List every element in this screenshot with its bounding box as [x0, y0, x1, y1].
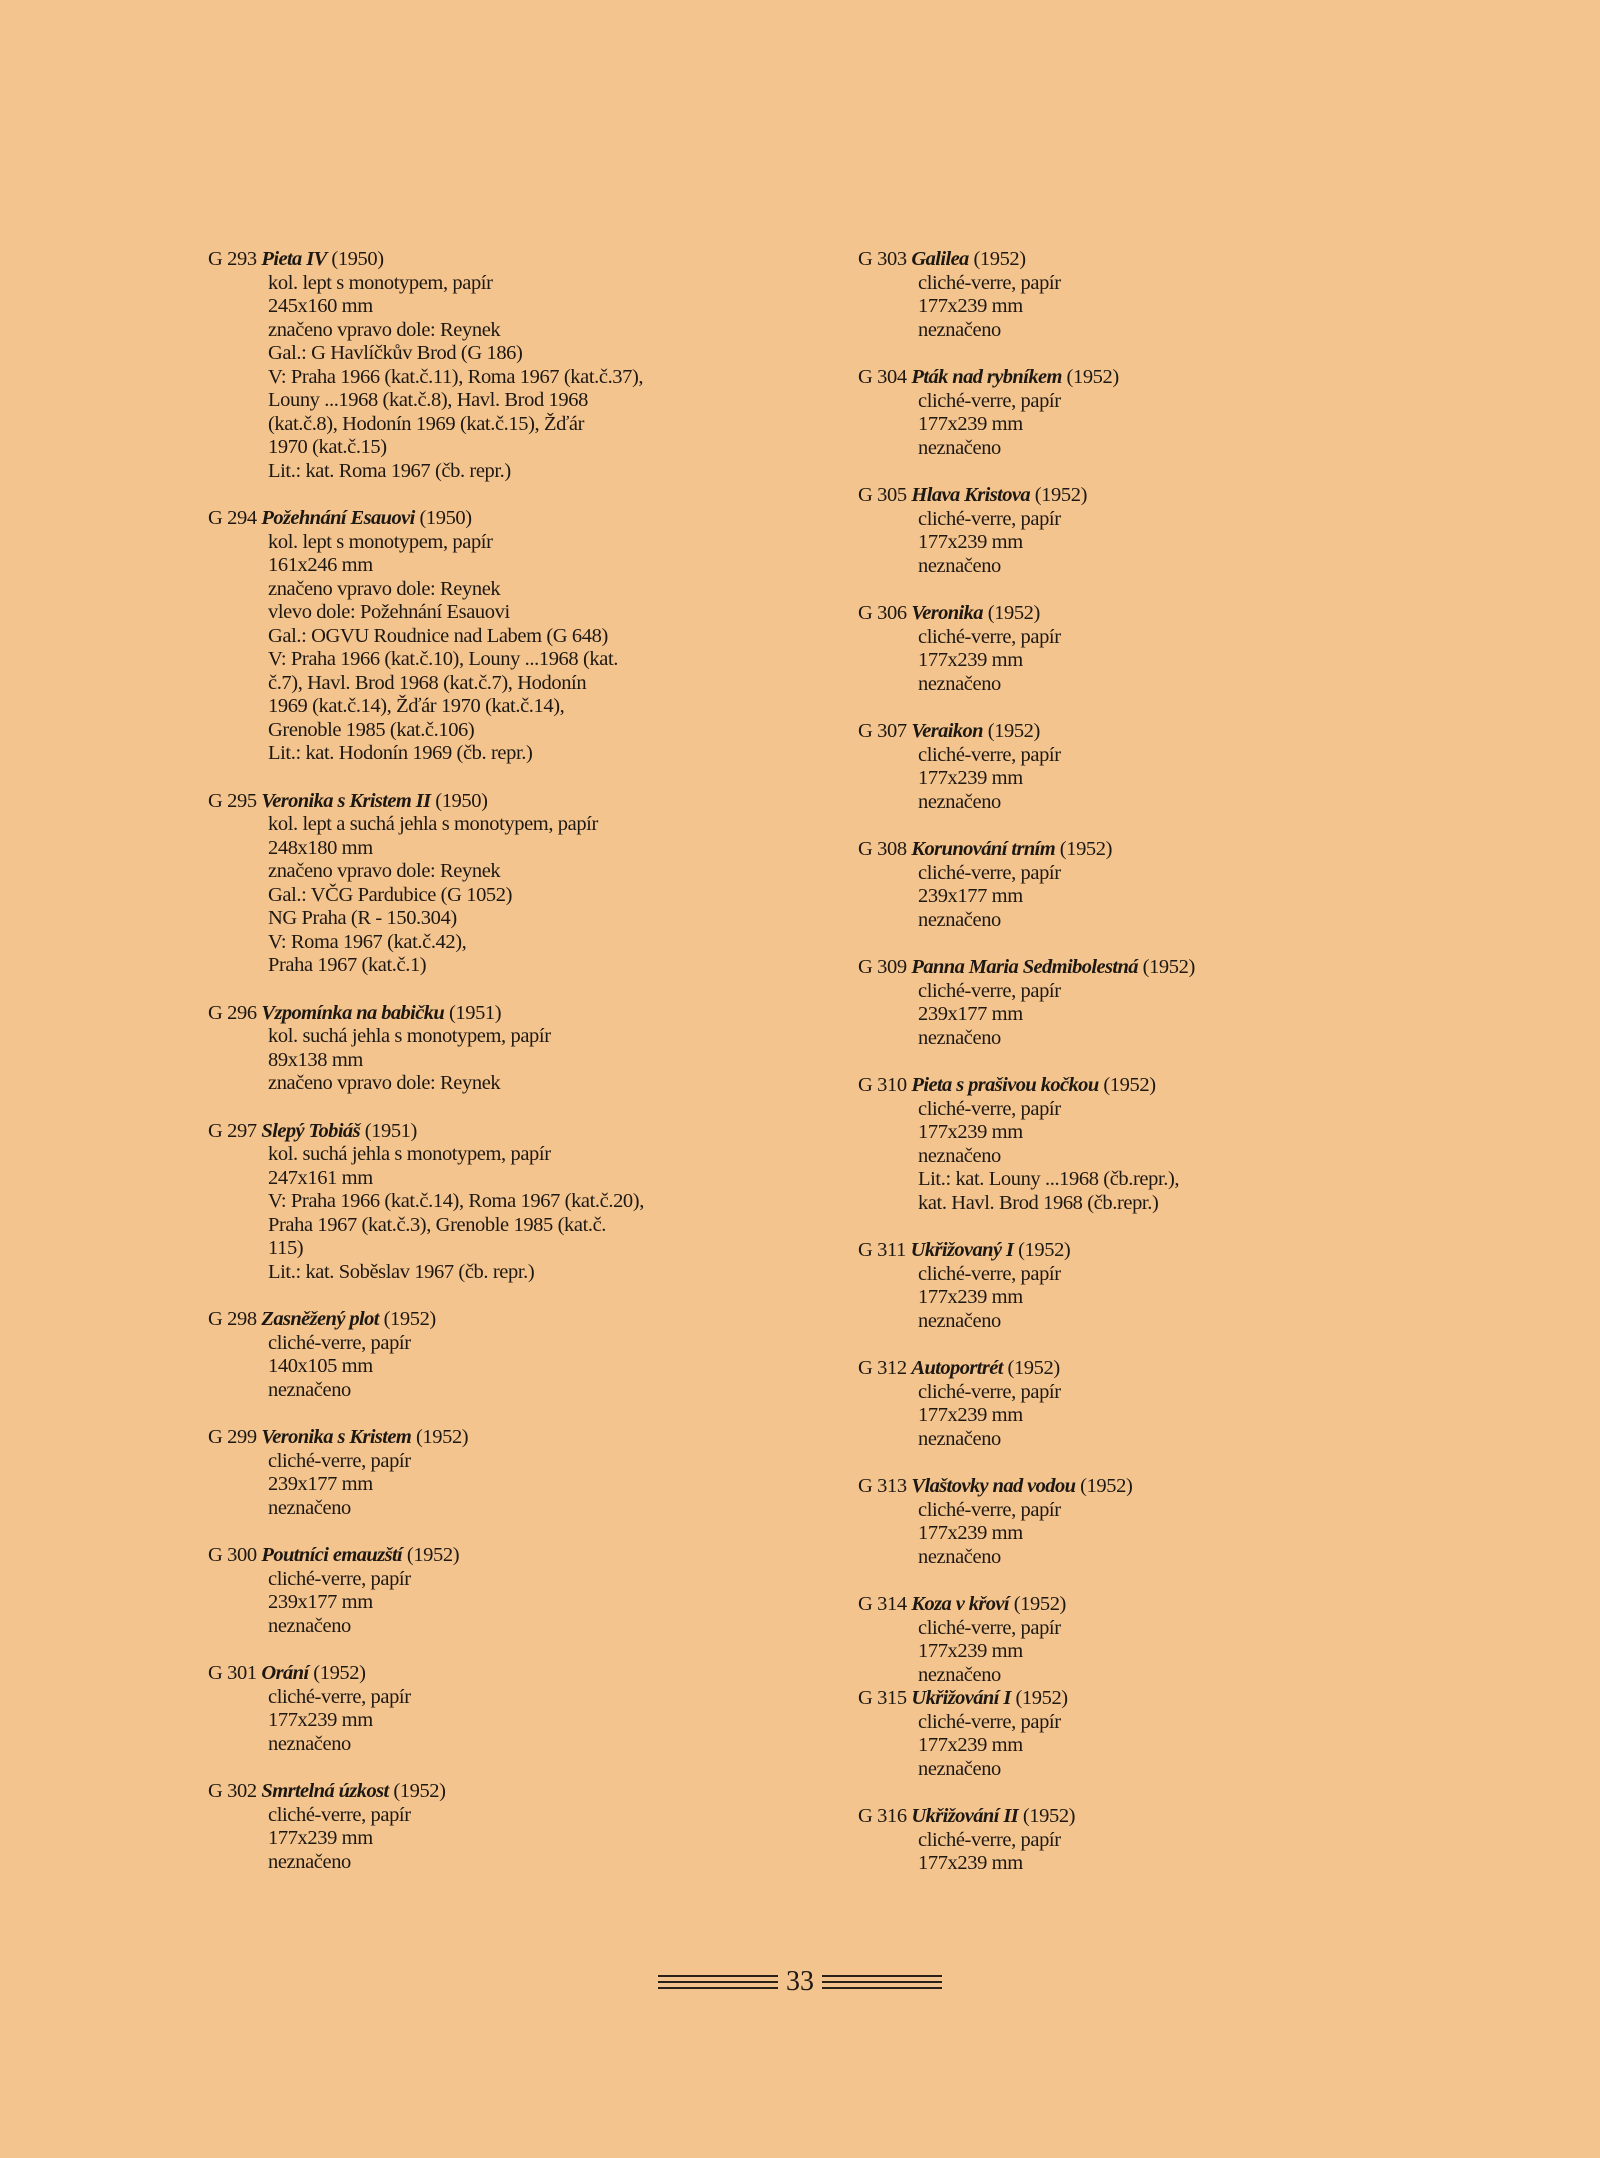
- entry-detail-line: cliché-verre, papír: [268, 1449, 411, 1472]
- entry-number: G 316: [858, 1805, 907, 1827]
- entry-heading: [858, 1357, 1458, 1381]
- entry-detail-line: cliché-verre, papír: [918, 1828, 1061, 1851]
- entry-number: G 296: [208, 1001, 257, 1024]
- entry-year: (1952): [393, 1780, 446, 1802]
- entry-heading: [208, 1120, 808, 1144]
- entry-heading: [208, 1002, 808, 1026]
- entry-detail-line: Praha 1967 (kat.č.3), Grenoble 1985 (kat.č.: [268, 1213, 607, 1236]
- entry-title: Autoportrét: [911, 1357, 1003, 1379]
- entry-title: Koza v křoví: [911, 1593, 1009, 1615]
- entry-year: (1952): [1059, 838, 1113, 860]
- entry-title: Pieta s prašivou kočkou: [911, 1074, 1099, 1096]
- entry-detail-line: 177x239 mm: [918, 1404, 1023, 1426]
- entry-year: (1952): [1015, 1687, 1068, 1709]
- entry-detail-line: neznačeno: [918, 1309, 1001, 1332]
- entry-heading: [858, 484, 1458, 508]
- entry-year: (1952): [1018, 1239, 1071, 1261]
- entry-detail-line: Gal.: VČG Pardubice (G 1052): [268, 883, 513, 906]
- entry-title: Požehnání Esauovi: [261, 507, 415, 529]
- entry-number: G 315: [858, 1687, 907, 1709]
- entry-year: (1952): [415, 1426, 469, 1448]
- entry-detail-line: neznačeno: [268, 1614, 351, 1637]
- entry-year: (1952): [1080, 1475, 1133, 1497]
- entry-detail-line: neznačeno: [268, 1378, 351, 1401]
- entry-detail-line: 140x105 mm: [268, 1355, 373, 1377]
- entry-title: Ukřižovaný I: [910, 1239, 1014, 1261]
- entry-title: Veronika s Kristem: [261, 1426, 412, 1448]
- entry-year: (1951): [448, 1001, 502, 1024]
- catalog-entry: [208, 1120, 808, 1285]
- entry-detail-line: neznačeno: [918, 790, 1001, 813]
- catalog-entry: [208, 1662, 808, 1756]
- entry-detail-line: 177x239 mm: [918, 649, 1023, 671]
- entry-heading: [858, 1687, 1458, 1711]
- catalog-entry: [858, 484, 1458, 578]
- entry-number: G 311: [858, 1239, 906, 1261]
- entry-detail-line: cliché-verre, papír: [918, 1710, 1061, 1733]
- entry-year: (1952): [987, 602, 1040, 624]
- entry-detail-line: 177x239 mm: [918, 295, 1023, 317]
- entry-detail-line: kol. suchá jehla s monotypem, papír: [268, 1143, 551, 1165]
- entry-title: Panna Maria Sedmibolestná: [911, 956, 1138, 978]
- entry-number: G 299: [208, 1426, 257, 1448]
- entry-heading: [858, 956, 1458, 980]
- entry-number: G 305: [858, 484, 907, 506]
- entry-detail-line: cliché-verre, papír: [268, 1803, 411, 1826]
- entry-detail-line: kol. lept s monotypem, papír: [268, 530, 493, 553]
- catalog-entry: [208, 1002, 808, 1096]
- entry-heading: [858, 1475, 1458, 1499]
- entry-detail-line: 89x138 mm: [268, 1048, 363, 1071]
- entry-detail-line: neznačeno: [918, 672, 1001, 695]
- entry-detail-line: cliché-verre, papír: [918, 743, 1061, 766]
- entry-detail-line: 248x180 mm: [268, 836, 373, 859]
- entry-detail-line: Lit.: kat. Louny ...1968 (čb.repr.),: [918, 1168, 1180, 1190]
- entry-detail-line: (kat.č.8), Hodonín 1969 (kat.č.15), Žďár: [268, 412, 585, 435]
- entry-detail-line: neznačeno: [918, 318, 1001, 341]
- entry-heading: [858, 1074, 1458, 1098]
- catalog-entry: [858, 366, 1458, 460]
- entry-heading: [858, 720, 1458, 744]
- entry-heading: [858, 366, 1458, 390]
- entry-number: G 310: [858, 1074, 907, 1096]
- entry-detail-line: cliché-verre, papír: [918, 979, 1061, 1002]
- entry-heading: [858, 1239, 1458, 1263]
- entry-detail-line: 239x177 mm: [268, 1591, 373, 1613]
- right-column: [858, 248, 1458, 1900]
- entry-detail-line: Louny ...1968 (kat.č.8), Havl. Brod 1968: [268, 389, 588, 411]
- entry-year: (1952): [406, 1544, 460, 1566]
- entry-year: (1950): [435, 789, 488, 812]
- entry-detail-line: 177x239 mm: [918, 1121, 1023, 1143]
- entry-title: Vlaštovky nad vodou: [911, 1475, 1076, 1497]
- entry-detail-line: V: Praha 1966 (kat.č.11), Roma 1967 (kat.č.37),: [268, 365, 644, 388]
- entry-year: (1952): [973, 248, 1026, 270]
- entry-detail-line: cliché-verre, papír: [918, 271, 1061, 294]
- entry-detail-line: neznačeno: [918, 1545, 1001, 1568]
- entry-heading: [208, 1426, 808, 1450]
- entry-detail-line: cliché-verre, papír: [268, 1331, 411, 1354]
- entry-heading: [208, 1662, 808, 1686]
- entry-detail-line: cliché-verre, papír: [268, 1685, 411, 1708]
- entry-detail-line: 245x160 mm: [268, 295, 373, 317]
- entry-detail-line: 177x239 mm: [918, 1734, 1023, 1756]
- entry-title: Zasněžený plot: [261, 1308, 379, 1330]
- catalog-entry: [858, 720, 1458, 814]
- entry-detail-line: 177x239 mm: [918, 767, 1023, 789]
- entry-number: G 313: [858, 1475, 907, 1497]
- entry-detail-line: 177x239 mm: [918, 1640, 1023, 1662]
- entry-title: Veronika: [911, 602, 983, 624]
- catalog-entry: [858, 956, 1458, 1050]
- entry-year: (1952): [383, 1308, 436, 1330]
- entry-detail-line: neznačeno: [268, 1850, 351, 1873]
- entry-detail-line: neznačeno: [918, 908, 1001, 931]
- entry-detail-line: cliché-verre, papír: [918, 1616, 1061, 1639]
- catalog-entry: [208, 248, 808, 483]
- entry-detail-line: cliché-verre, papír: [918, 1097, 1061, 1120]
- entry-detail-line: 177x239 mm: [918, 1522, 1023, 1544]
- entry-detail-line: neznačeno: [918, 554, 1001, 577]
- entry-detail-line: neznačeno: [918, 1427, 1001, 1450]
- catalog-entry: [858, 1074, 1458, 1215]
- entry-detail-line: 177x239 mm: [918, 531, 1023, 553]
- entry-year: (1952): [1013, 1593, 1066, 1615]
- entry-title: Veraikon: [911, 720, 983, 742]
- entry-detail-line: V: Roma 1967 (kat.č.42),: [268, 930, 467, 953]
- left-rule-decoration: [658, 1975, 778, 1989]
- entry-year: (1952): [1034, 484, 1088, 506]
- entry-heading: [858, 838, 1458, 862]
- entry-detail-line: kat. Havl. Brod 1968 (čb.repr.): [918, 1191, 1159, 1214]
- entry-year: (1952): [1066, 366, 1119, 388]
- entry-year: (1950): [419, 507, 472, 529]
- entry-detail-line: kol. lept s monotypem, papír: [268, 271, 493, 294]
- entry-title: Poutníci emauzští: [261, 1544, 403, 1566]
- entry-title: Orání: [261, 1662, 309, 1684]
- entry-number: G 309: [858, 956, 907, 978]
- entry-number: G 298: [208, 1308, 257, 1330]
- entry-title: Hlava Kristova: [911, 484, 1031, 506]
- entry-detail-line: V: Praha 1966 (kat.č.10), Louny ...1968 (kat.: [268, 648, 618, 670]
- entry-heading: [208, 1308, 808, 1332]
- entry-title: Galilea: [911, 248, 969, 270]
- entry-heading: [858, 1593, 1458, 1617]
- entry-number: G 297: [208, 1119, 257, 1142]
- entry-detail-line: 247x161 mm: [268, 1166, 373, 1189]
- entry-detail-line: cliché-verre, papír: [918, 1262, 1061, 1285]
- entry-detail-line: cliché-verre, papír: [918, 625, 1061, 648]
- entry-detail-line: V: Praha 1966 (kat.č.14), Roma 1967 (kat.č.20),: [268, 1190, 644, 1212]
- entry-detail-line: neznačeno: [918, 1663, 1001, 1686]
- entry-title: Veronika s Kristem II: [261, 789, 431, 812]
- catalog-entry: [858, 1239, 1458, 1333]
- entry-number: G 312: [858, 1357, 907, 1379]
- entry-detail-line: neznačeno: [268, 1496, 351, 1519]
- entry-heading: [858, 248, 1458, 272]
- catalog-entry: [858, 1475, 1458, 1569]
- entry-number: G 304: [858, 366, 907, 388]
- page-footer: [0, 1968, 1600, 1996]
- entry-title: Pieta IV: [261, 248, 327, 270]
- entry-year: (1951): [364, 1119, 417, 1142]
- entry-detail-line: neznačeno: [918, 1757, 1001, 1780]
- entry-number: G 302: [208, 1780, 257, 1802]
- catalog-entry: [858, 602, 1458, 696]
- entry-title: Ukřižování II: [911, 1805, 1019, 1827]
- catalog-entry: [208, 1426, 808, 1520]
- catalog-entry: [208, 507, 808, 766]
- entry-detail-line: cliché-verre, papír: [268, 1567, 411, 1590]
- catalog-entry: [858, 248, 1458, 342]
- entry-detail-line: Gal.: G Havlíčkův Brod (G 186): [268, 342, 523, 364]
- catalog-entry: [858, 1357, 1458, 1451]
- entry-detail-line: cliché-verre, papír: [918, 1380, 1061, 1403]
- entry-year: (1952): [1022, 1805, 1076, 1827]
- entry-detail-line: cliché-verre, papír: [918, 861, 1061, 884]
- entry-title: Korunování trním: [911, 838, 1056, 860]
- entry-title: Smrtelná úzkost: [261, 1780, 389, 1802]
- entry-detail-line: značeno vpravo dole: Reynek: [268, 318, 501, 341]
- entry-title: Ukřižování I: [911, 1687, 1011, 1709]
- entry-detail-line: neznačeno: [918, 1026, 1001, 1049]
- entry-detail-line: cliché-verre, papír: [918, 1498, 1061, 1521]
- entry-detail-line: Gal.: OGVU Roudnice nad Labem (G 648): [268, 624, 608, 647]
- entry-number: G 301: [208, 1662, 257, 1684]
- entry-detail-line: kol. lept a suchá jehla s monotypem, papír: [268, 813, 598, 835]
- entry-detail-line: neznačeno: [918, 1144, 1001, 1167]
- entry-number: G 293: [208, 248, 257, 270]
- entry-heading: [208, 507, 808, 531]
- entry-year: (1952): [313, 1662, 366, 1684]
- entry-heading: [208, 248, 808, 272]
- catalog-entry: [208, 1544, 808, 1638]
- entry-detail-line: 1969 (kat.č.14), Žďár 1970 (kat.č.14),: [268, 695, 565, 717]
- entry-number: G 295: [208, 789, 257, 812]
- entry-title: Pták nad rybníkem: [911, 366, 1062, 388]
- entry-detail-line: Praha 1967 (kat.č.1): [268, 954, 427, 976]
- entry-heading: [208, 1544, 808, 1568]
- entry-detail-line: neznačeno: [268, 1732, 351, 1755]
- entry-detail-line: Lit.: kat. Soběslav 1967 (čb. repr.): [268, 1260, 535, 1283]
- entry-year: (1952): [1103, 1074, 1156, 1096]
- entry-detail-line: značeno vpravo dole: Reynek: [268, 577, 501, 600]
- catalog-entry: [208, 790, 808, 978]
- entry-detail-line: 177x239 mm: [268, 1827, 373, 1849]
- entry-detail-line: Grenoble 1985 (kat.č.106): [268, 718, 475, 741]
- entry-detail-line: neznačeno: [918, 436, 1001, 459]
- entry-detail-line: NG Praha (R - 150.304): [268, 907, 457, 929]
- entry-heading: [858, 602, 1458, 626]
- catalog-entry: [858, 1687, 1458, 1781]
- entry-detail-line: značeno vpravo dole: Reynek: [268, 1072, 501, 1094]
- entry-detail-line: vlevo dole: Požehnání Esauovi: [268, 601, 510, 623]
- entry-detail-line: značeno vpravo dole: Reynek: [268, 860, 501, 882]
- entry-year: (1952): [987, 720, 1040, 742]
- entry-detail-line: 239x177 mm: [918, 885, 1023, 907]
- entry-detail-line: 177x239 mm: [268, 1709, 373, 1731]
- entry-heading: [858, 1805, 1458, 1829]
- entry-year: (1950): [331, 248, 384, 270]
- entry-detail-line: 177x239 mm: [918, 1852, 1023, 1874]
- entry-detail-line: cliché-verre, papír: [918, 389, 1061, 412]
- entry-number: G 300: [208, 1544, 257, 1566]
- catalog-entry: [858, 838, 1458, 932]
- catalog-entry: [208, 1780, 808, 1874]
- entry-number: G 294: [208, 507, 257, 529]
- entry-detail-line: Lit.: kat. Hodonín 1969 (čb. repr.): [268, 742, 533, 764]
- entry-detail-line: 239x177 mm: [918, 1003, 1023, 1025]
- entry-number: G 308: [858, 838, 907, 860]
- entry-detail-line: 177x239 mm: [918, 413, 1023, 435]
- catalog-entry: [208, 1308, 808, 1402]
- entry-year: (1952): [1007, 1357, 1060, 1379]
- entry-number: G 314: [858, 1593, 907, 1615]
- entry-detail-line: 161x246 mm: [268, 554, 373, 576]
- left-column: [208, 248, 808, 1898]
- entry-detail-line: 239x177 mm: [268, 1473, 373, 1495]
- entry-number: G 303: [858, 248, 907, 270]
- entry-detail-line: Lit.: kat. Roma 1967 (čb. repr.): [268, 459, 511, 482]
- entry-heading: [208, 1780, 808, 1804]
- catalog-entry: [858, 1805, 1458, 1876]
- entry-number: G 307: [858, 720, 907, 742]
- entry-year: (1952): [1142, 956, 1195, 978]
- entry-detail-line: 177x239 mm: [918, 1286, 1023, 1308]
- right-rule-decoration: [822, 1975, 942, 1989]
- entry-detail-line: 1970 (kat.č.15): [268, 436, 387, 458]
- entry-number: G 306: [858, 602, 907, 624]
- catalog-entry: [858, 1593, 1458, 1687]
- entry-detail-line: kol. suchá jehla s monotypem, papír: [268, 1025, 551, 1047]
- entry-detail-line: č.7), Havl. Brod 1968 (kat.č.7), Hodonín: [268, 671, 587, 694]
- entry-heading: [208, 790, 808, 814]
- entry-detail-line: 115): [268, 1237, 304, 1259]
- entry-title: Slepý Tobiáš: [261, 1119, 360, 1142]
- entry-detail-line: cliché-verre, papír: [918, 507, 1061, 530]
- entry-title: Vzpomínka na babičku: [261, 1001, 445, 1024]
- page-number: 33: [786, 1966, 814, 1997]
